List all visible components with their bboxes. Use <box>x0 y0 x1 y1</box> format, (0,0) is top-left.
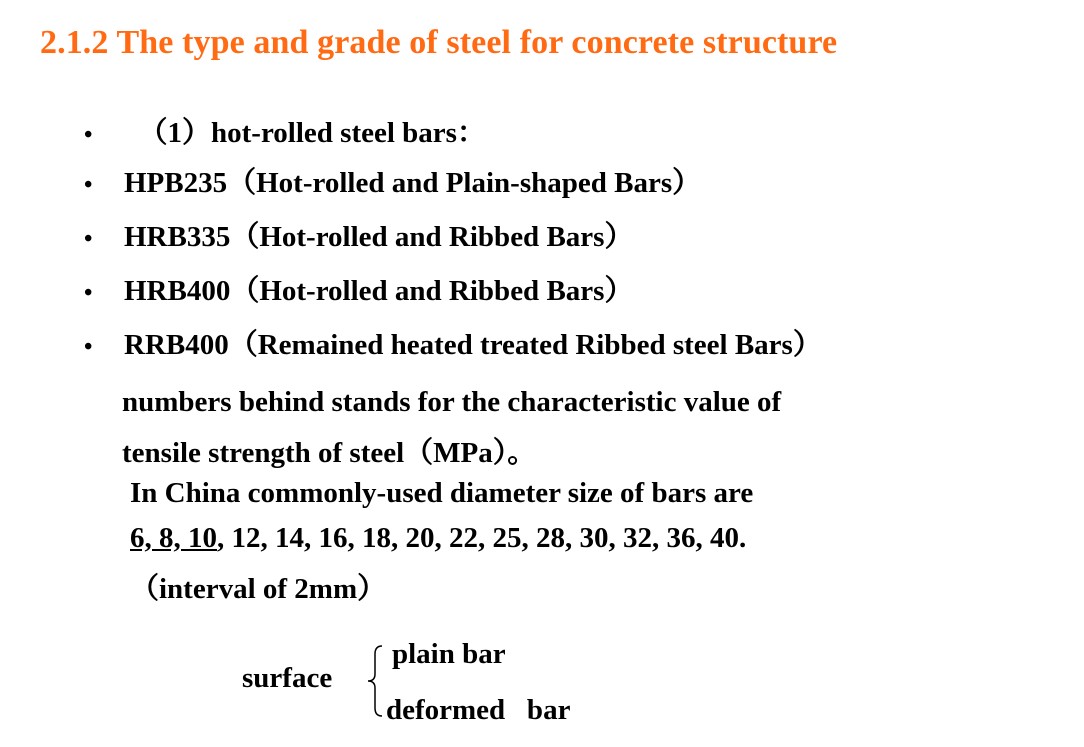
note-line: numbers behind stands for the characteristic value of <box>122 386 782 418</box>
curly-brace-icon <box>366 644 386 718</box>
bullet-text: HPB235（Hot-rolled and Plain-shaped Bars） <box>124 167 702 199</box>
bullet-marker: • <box>84 122 93 148</box>
surface-option-deformed: deformed bar <box>386 694 571 726</box>
bullet-text: HRB335（Hot-rolled and Ribbed Bars） <box>124 221 634 253</box>
note-line: tensile strength of steel（MPa）。 <box>122 437 537 469</box>
bullet-item <box>84 110 486 151</box>
surface-label: surface <box>242 662 333 694</box>
bullet-text: （1）hot-rolled steel bars： <box>124 117 486 149</box>
bullet-text: RRB400（Remained heated treated Ribbed steel Bars） <box>124 329 822 361</box>
bullet-item <box>84 214 633 255</box>
bullet-marker: • <box>84 280 93 306</box>
bullet-item <box>84 268 633 309</box>
bullet-marker: • <box>84 172 93 198</box>
diameter-sizes-line <box>130 522 746 555</box>
note-line: （interval of 2mm） <box>130 573 387 605</box>
bullet-item <box>84 322 822 363</box>
remaining-sizes: , 12, 14, 16, 18, 20, 22, 25, 28, 30, 32, 36, 40. <box>217 522 747 554</box>
bullet-item <box>84 160 701 201</box>
underlined-sizes: 6, 8, 10 <box>130 522 217 554</box>
surface-option-plain: plain bar <box>392 638 506 670</box>
bullet-text: HRB400（Hot-rolled and Ribbed Bars） <box>124 275 634 307</box>
note-line: In China commonly-used diameter size of bars are <box>130 477 754 509</box>
slide-title: 2.1.2 The type and grade of steel for concrete structure <box>40 24 838 61</box>
bullet-marker: • <box>84 226 93 252</box>
bullet-marker: • <box>84 334 93 360</box>
